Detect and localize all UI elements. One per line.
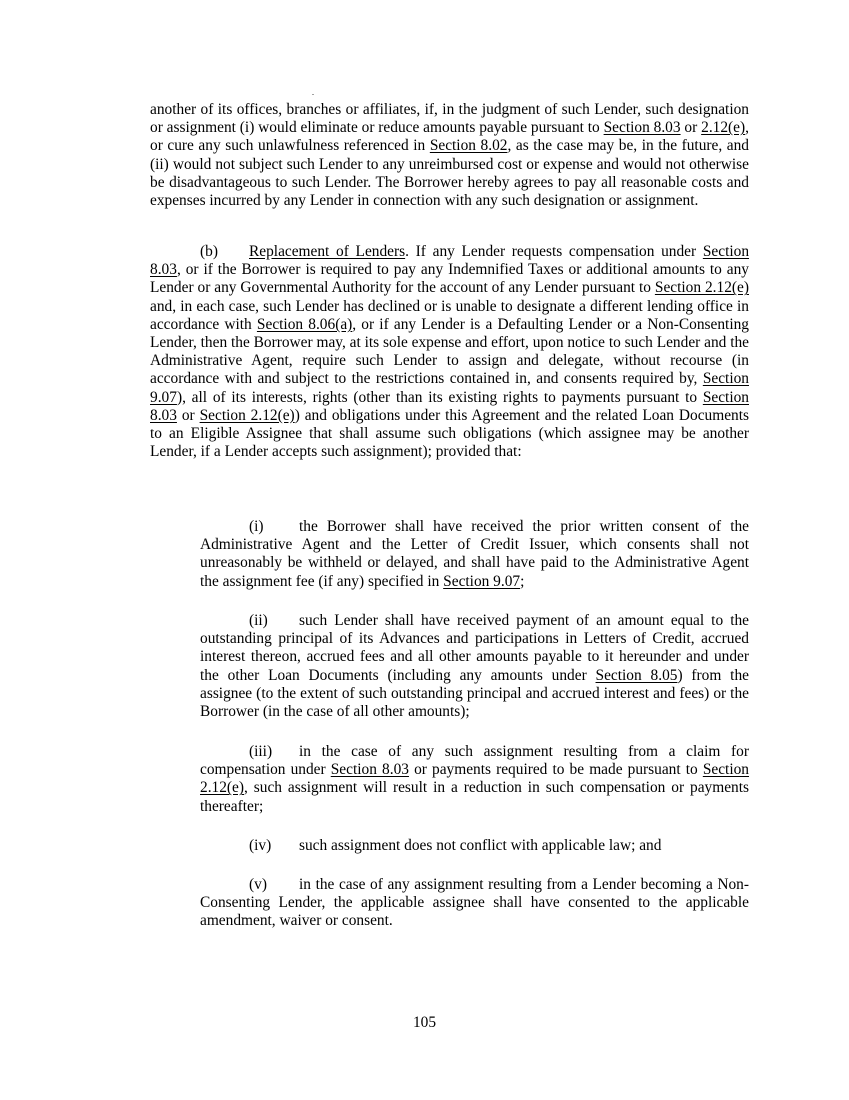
text-run: in the case of any assignment resulting from a Lender becoming a Non-Consenting Lender, the applicable assignee shall have consented to the applicable amendment, waiver or consent. (200, 876, 749, 930)
section-ref: Section 8.05 (595, 666, 678, 684)
text-run: another of its offices, branches or affiliates, if, in the judgment of such Lender, such designation or assignment (i) would eliminate or reduce amounts payable pursuant to (150, 101, 749, 137)
text-run: in the case of any such assignment resulting from a claim for compensation under (200, 743, 749, 779)
section-ref: 2.12(e) (701, 119, 746, 137)
text-run: , or cure any such unlawfulness referenced in (150, 119, 749, 155)
text-run: such Lender shall have received payment of an amount equal to the outstanding principal of its Advances and participations in Letters of Credit, accrued interest thereon, accrued fees and all other amounts payable to it hereunder and under the other Loan Documents (including any amounts under (200, 612, 749, 684)
proviso-item-iv (200, 837, 749, 855)
clause-heading: Replacement of Lenders (249, 243, 406, 260)
text-run: or (680, 119, 702, 137)
section-ref: Section 8.03 (330, 761, 409, 779)
page-number: 105 (412, 1014, 437, 1031)
text-run: . If any Lender requests compensation under (405, 243, 703, 260)
text-run: ) and obligations under this Agreement and the related Loan Documents to an Eligible Assignee that shall assume such obligations (which assignee may be another Lender, if a Lender accepts such assignment); provided that: (150, 406, 749, 461)
section-ref: Section 8.03 (150, 243, 750, 279)
item-label: (v) (249, 876, 267, 893)
proviso-item-ii (200, 612, 749, 721)
text-run: , or if the Borrower is required to pay any Indemnified Taxes or additional amounts to any Lender or any Governmental Authority for the account of any Lender pursuant to (150, 261, 749, 297)
text-run: or payments required to be made pursuant to (408, 761, 703, 779)
section-ref: Section 9.07 (150, 370, 749, 406)
section-ref: Section 2.12(e) (199, 406, 295, 424)
text-run: , or if any Lender is a Defaulting Lender or a Non-Consenting Lender, then the Borrower may, at its sole expense and effort, upon notice to such Lender and the Administrative Agent, require such Lender to assign and delegate, without recourse (in accordance with and subject to the restrictions contained in, and consents required by, (150, 315, 749, 388)
text-run: and, in each case, such Lender has declined or is unable to designate a different lending office in accordance with (150, 297, 749, 333)
paragraph-replacement-of-lenders (150, 243, 749, 461)
section-ref: Section 8.03 (150, 388, 749, 424)
clause-label: (b) (200, 243, 218, 260)
section-ref: Section 2.12(e) (654, 279, 749, 297)
section-ref: Section 8.02 (429, 137, 508, 155)
section-ref: Section 9.07 (443, 572, 521, 590)
text-run: ), all of its interests, rights (other than its existing rights to payments pursuant to (176, 388, 703, 406)
text-run: , as the case may be, in the future, and (ii) would not subject such Lender to any unreimbursed cost or expense and would not otherwise be disadvantageous to such Lender. The Borrower hereby agrees to pay all reasonable costs and expenses incurred by any Lender in connection with any such designation or assignment. (150, 137, 749, 210)
item-label: (iv) (249, 837, 272, 854)
text-run: ) from the assignee (to the extent of such outstanding principal and accrued interest and fees) or the Borrower (in the case of all other amounts); (200, 666, 749, 721)
text-run: the Borrower shall have received the prior written consent of the Administrative Agent and the Letter of Credit Issuer, which consents shall not unreasonably be withheld or delayed, and shall have paid to the Administrative Agent the assignment fee (if any) specified in (200, 518, 749, 590)
item-label: (i) (249, 518, 264, 535)
proviso-item-iii (200, 743, 749, 816)
scan-mark: . (312, 88, 314, 97)
section-ref: Section 8.06(a) (256, 315, 353, 333)
item-label: (iii) (249, 743, 273, 760)
proviso-item-i (200, 518, 749, 591)
item-label: (ii) (249, 612, 268, 629)
text-run: or (176, 406, 200, 424)
text-run: , such assignment will result in a reduction in such compensation or payments thereafter; (200, 779, 749, 815)
text-run: such assignment does not conflict with applicable law; and (299, 837, 662, 854)
section-ref: Section 8.03 (603, 119, 681, 137)
text-run: ; (520, 572, 525, 590)
section-ref: Section 2.12(e) (200, 761, 749, 797)
paragraph-continuation (150, 101, 749, 210)
proviso-item-v (200, 876, 749, 931)
